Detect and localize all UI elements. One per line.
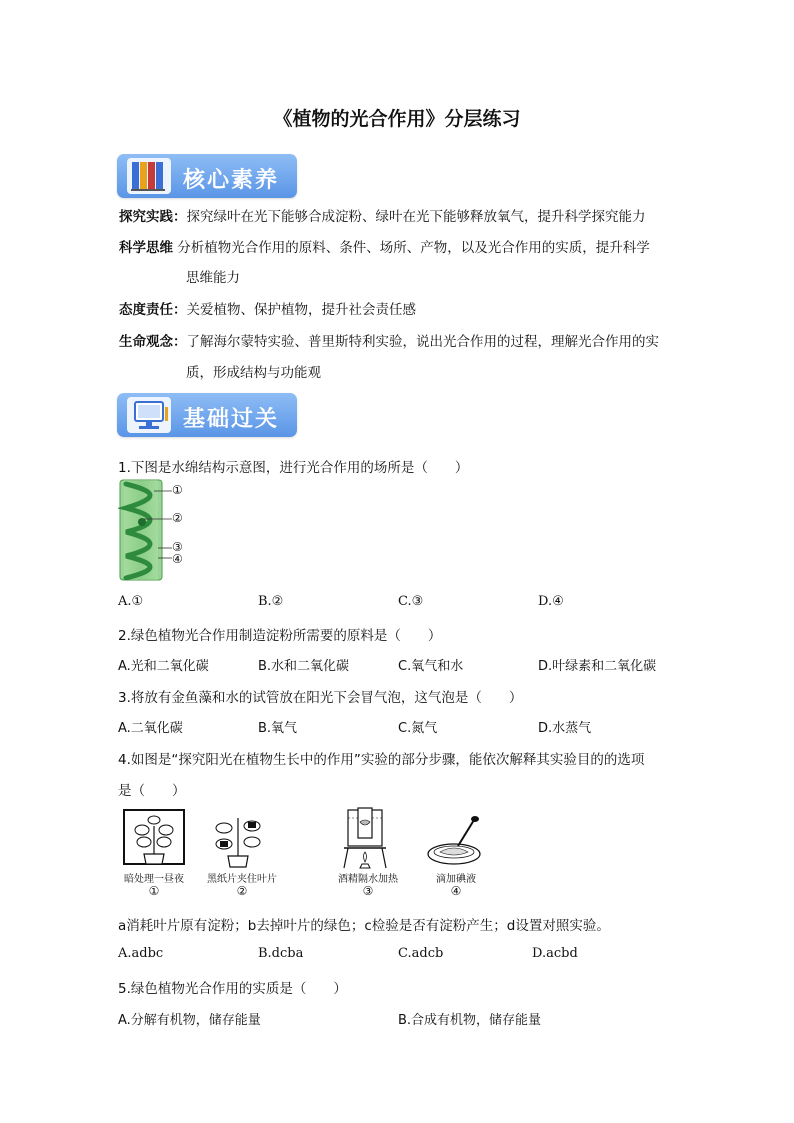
step-number: ③ — [362, 884, 374, 898]
q1-option-b[interactable]: B.② — [258, 594, 284, 609]
spirogyra-cell-illustration — [118, 478, 208, 584]
literacy-label: 探究实践： — [119, 209, 187, 225]
question-4-stem: 4.如图是“探究阳光在植物生长中的作用”实验的部分步骤，能依次解释其实验目的的选项 — [118, 752, 645, 768]
q5-option-b[interactable]: B.合成有机物，储存能量 — [398, 1013, 542, 1028]
q4-option-a[interactable]: A.adbc — [118, 946, 164, 961]
question-4-stem-continued: 是（ ） — [118, 783, 186, 799]
diagram-label-2: ② — [172, 511, 183, 525]
q5-option-a[interactable]: A.分解有机物，储存能量 — [118, 1013, 261, 1028]
diagram-label-4: ④ — [172, 552, 183, 566]
q3-option-b[interactable]: B.氧气 — [258, 721, 298, 736]
iodine-dropper-icon — [424, 816, 488, 868]
literacy-label: 科学思维 — [119, 240, 173, 256]
books-icon — [127, 158, 171, 194]
diagram-label-3: ③ — [172, 540, 183, 554]
q1-option-d[interactable]: D.④ — [538, 594, 564, 609]
step-number: ① — [148, 884, 160, 898]
question-4-note: a消耗叶片原有淀粉；b去掉叶片的绿色；c检验是否有淀粉产生；d设置对照实验。 — [118, 918, 610, 934]
alcohol-water-bath-icon — [340, 806, 394, 870]
step-caption: 暗处理一昼夜 — [124, 874, 184, 885]
section-banner-basics — [117, 393, 297, 437]
literacy-text: 探究绿叶在光下能够合成淀粉、绿叶在光下能够释放氧气，提升科学探究能力 — [186, 209, 646, 225]
literacy-text-continued: 思维能力 — [186, 270, 240, 286]
step-number: ② — [236, 884, 248, 898]
q4-option-c[interactable]: C.adcb — [398, 946, 444, 961]
question-5-stem: 5.绿色植物光合作用的实质是（ ） — [118, 981, 347, 997]
section-heading: 基础过关 — [183, 407, 280, 432]
literacy-text-continued: 质，形成结构与功能观 — [186, 365, 321, 381]
q2-option-c[interactable]: C.氧气和水 — [398, 659, 464, 674]
section-banner-core-literacy — [117, 154, 297, 198]
q3-option-a[interactable]: A.二氧化碳 — [118, 721, 183, 736]
q4-option-d[interactable]: D.acbd — [532, 946, 578, 961]
diagram-label-1: ① — [172, 483, 183, 497]
q3-option-d[interactable]: D.水蒸气 — [538, 721, 592, 736]
literacy-item-attitude — [119, 300, 416, 320]
q2-option-b[interactable]: B.水和二氧化碳 — [258, 659, 350, 674]
literacy-item-life — [119, 332, 659, 352]
question-3-stem: 3.将放有金鱼藻和水的试管放在阳光下会冒气泡，这气泡是（ ） — [118, 690, 523, 706]
literacy-label: 态度责任： — [119, 302, 187, 318]
computer-icon — [127, 397, 171, 433]
step-number: ④ — [450, 884, 462, 898]
literacy-text: 了解海尔蒙特实验、普里斯特利实验，说出光合作用的过程，理解光合作用的实 — [186, 334, 659, 350]
step-caption: 滴加碘液 — [436, 874, 476, 885]
step-caption: 酒精隔水加热 — [338, 874, 398, 885]
literacy-item-thinking — [119, 238, 650, 258]
q4-option-b[interactable]: B.dcba — [258, 946, 304, 961]
q1-option-c[interactable]: C.③ — [398, 594, 424, 609]
question-2-stem: 2.绿色植物光合作用制造淀粉所需要的原料是（ ） — [118, 628, 442, 644]
q2-option-d[interactable]: D.叶绿素和二氧化碳 — [538, 659, 657, 674]
q1-option-a[interactable]: A.① — [118, 594, 144, 609]
question-1-stem: 1.下图是水绵结构示意图，进行光合作用的场所是（ ） — [118, 460, 469, 476]
q2-option-a[interactable]: A.光和二氧化碳 — [118, 659, 209, 674]
spirogyra-diagram — [118, 478, 208, 588]
literacy-item-practice — [119, 207, 646, 227]
dark-box-plant-icon — [122, 808, 186, 866]
literacy-text: 分析植物光合作用的原料、条件、场所、产物，以及光合作用的实质，提升科学 — [177, 240, 650, 256]
section-heading: 核心素养 — [183, 168, 280, 193]
experiment-steps-figure — [118, 806, 498, 902]
step-caption: 黑纸片夹住叶片 — [207, 874, 277, 885]
plant-with-black-paper-icon — [210, 812, 266, 868]
q3-option-c[interactable]: C.氮气 — [398, 721, 438, 736]
literacy-text: 关爱植物、保护植物，提升社会责任感 — [186, 302, 416, 318]
literacy-label: 生命观念： — [119, 334, 187, 350]
page-title: 《植物的光合作用》分层练习 — [273, 108, 521, 130]
